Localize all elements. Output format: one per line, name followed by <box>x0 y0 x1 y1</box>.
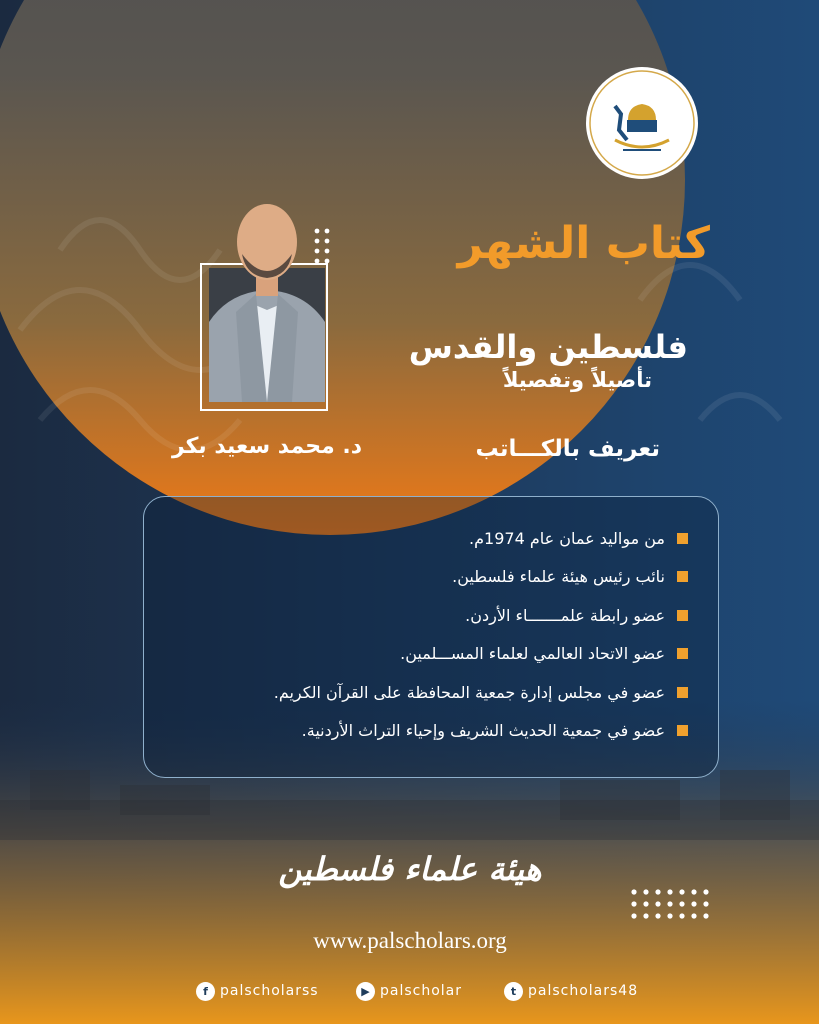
author-bio-list <box>168 519 688 750</box>
bullet-icon <box>677 571 688 582</box>
youtube-link[interactable] <box>356 978 462 1004</box>
author-name: د. محمد سعيد بكر <box>171 434 362 459</box>
bio-item: عضو في مجلس إدارة جمعية المحافظة على القرآن الكريم. <box>168 673 688 712</box>
youtube-icon: ▶ <box>356 982 375 1001</box>
bullet-icon <box>677 610 688 621</box>
author-photo <box>206 192 328 404</box>
bullet-icon <box>677 687 688 698</box>
bio-item: عضو رابطة علمـــــــاء الأردن. <box>168 596 688 635</box>
about-author-heading: تعريف بالكـــاتب <box>475 436 660 462</box>
facebook-icon: f <box>196 982 215 1001</box>
bullet-icon <box>677 648 688 659</box>
facebook-handle: palscholarss <box>220 983 319 999</box>
bio-item: من مواليد عمان عام 1974م. <box>168 519 688 558</box>
organization-logo <box>585 66 699 180</box>
book-subtitle: تأصيلاً وتفصيلاً <box>502 368 652 392</box>
bio-item: عضو الاتحاد العالمي لعلماء المســـلمين. <box>168 635 688 674</box>
author-bio-box <box>143 496 719 778</box>
organization-calligraphy: هيئة علماء فلسطين <box>278 850 542 888</box>
website-link[interactable]: www.palscholars.org <box>313 928 507 953</box>
decorative-dots <box>630 888 714 928</box>
bullet-icon <box>677 533 688 544</box>
bio-item: عضو في جمعية الحديث الشريف وإحياء التراث الأردنية. <box>168 712 688 751</box>
twitter-handle: palscholars48 <box>528 983 639 999</box>
twitter-link[interactable] <box>504 978 638 1004</box>
book-title: فلسطين والقدس <box>408 328 688 366</box>
bio-item: نائب رئيس هيئة علماء فلسطين. <box>168 558 688 597</box>
twitter-icon: t <box>504 982 523 1001</box>
decorative-dots <box>312 226 332 286</box>
youtube-handle: palscholar <box>380 983 463 999</box>
bullet-icon <box>677 725 688 736</box>
book-of-month-title: كتاب الشهر <box>457 218 710 269</box>
facebook-link[interactable] <box>196 978 319 1004</box>
